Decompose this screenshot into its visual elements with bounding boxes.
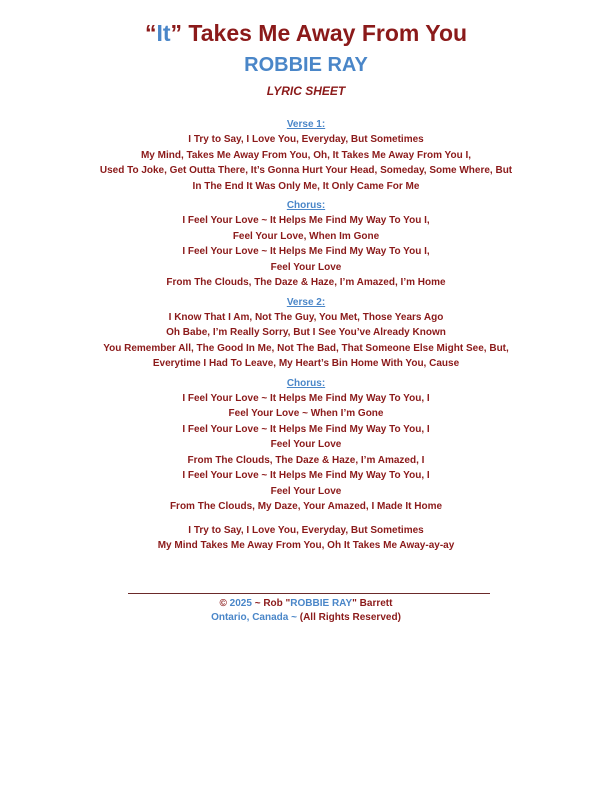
chorus-2 [0,376,612,515]
lyric-line: Oh Babe, I’m Really Sorry, But I See You’ve Already Known [166,327,446,338]
lyric-line: Feel Your Love [270,439,342,450]
location-text: Ontario, Canada ~ [211,612,300,623]
footer-divider [128,593,490,594]
chorus-1 [0,198,612,291]
lyric-line: I Try to Say, I Love You, Everyday, But Sometimes [188,134,424,145]
rights-open-paren: ( [299,612,304,623]
verse-1 [0,117,612,194]
section-label: Verse 2: [286,296,326,308]
lyric-line: From The Clouds, My Daze, Your Amazed, I Made It Home [169,501,443,512]
lyric-line: I Try to Say, I Love You, Everyday, But Sometimes [188,524,424,536]
lyric-line: From The Clouds, The Daze & Haze, I’m Amazed, I’m Home [166,277,446,288]
lyric-line: I Feel Your Love ~ It Helps Me Find My Way To You I, [182,215,430,226]
location-line [0,612,612,623]
artist-name: ROBBIE RAY [244,54,368,76]
copyright-line [0,598,612,609]
author-suffix: " Barrett [352,598,393,609]
lyric-line: From The Clouds, The Daze & Haze, I’m Amazed, I [187,454,425,466]
lyric-line: Used To Joke, Get Outta There, It’s Gonna Hurt Your Head, Someday, Some Where, But [99,165,513,176]
lyric-line: My Mind Takes Me Away From You, Oh It Takes Me Away-ay-ay [157,540,455,551]
lyric-line: Everytime I Had To Leave, My Heart’s Bin Home With You, Cause [152,358,460,369]
title-it-word: It [156,20,171,46]
section-label: Chorus: [286,377,326,389]
song-title [0,20,612,47]
lyric-line: I Feel Your Love ~ It Helps Me Find My Way To You, I [182,470,430,481]
verse-2 [0,295,612,372]
outro [0,523,612,554]
author-prefix: ~ Rob " [251,598,291,609]
rights-text: All Rights Reserved [303,612,398,623]
lyric-line: Feel Your Love ~ When I’m Gone [228,408,384,419]
lyric-line: Feel Your Love [270,485,342,497]
lyrics-body [0,114,612,558]
author-stage-name: ROBBIE RAY [290,598,353,609]
section-label: Verse 1: [286,119,326,130]
lyric-sheet-subtitle: LYRIC SHEET [266,84,346,98]
lyric-line: I Feel Your Love ~ It Helps Me Find My Way To You, I [182,392,430,404]
title-rest: ” Takes Me Away From You [170,20,468,46]
title-open-quote: “ [144,20,157,46]
copyright-icon: © [219,598,227,609]
lyric-line: My Mind, Takes Me Away From You, Oh, It Takes Me Away From You I, [140,149,472,161]
lyric-line: In The End It Was Only Me, It Only Came For Me [192,180,420,192]
lyric-line: I Feel Your Love ~ It Helps Me Find My Way To You I, [182,246,430,257]
section-label: Chorus: [286,200,326,211]
rights-close-paren: ) [397,612,401,623]
copyright-year: 2025 [226,598,252,609]
lyric-line: Feel Your Love [270,261,342,273]
lyric-line: I Know That I Am, Not The Guy, You Met, Those Years Ago [168,311,444,323]
lyric-line: I Feel Your Love ~ It Helps Me Find My Way To You, I [182,423,430,435]
lyric-line: Feel Your Love, When Im Gone [232,230,380,242]
lyric-line: You Remember All, The Good In Me, Not The Bad, That Someone Else Might See, But, [103,342,509,354]
